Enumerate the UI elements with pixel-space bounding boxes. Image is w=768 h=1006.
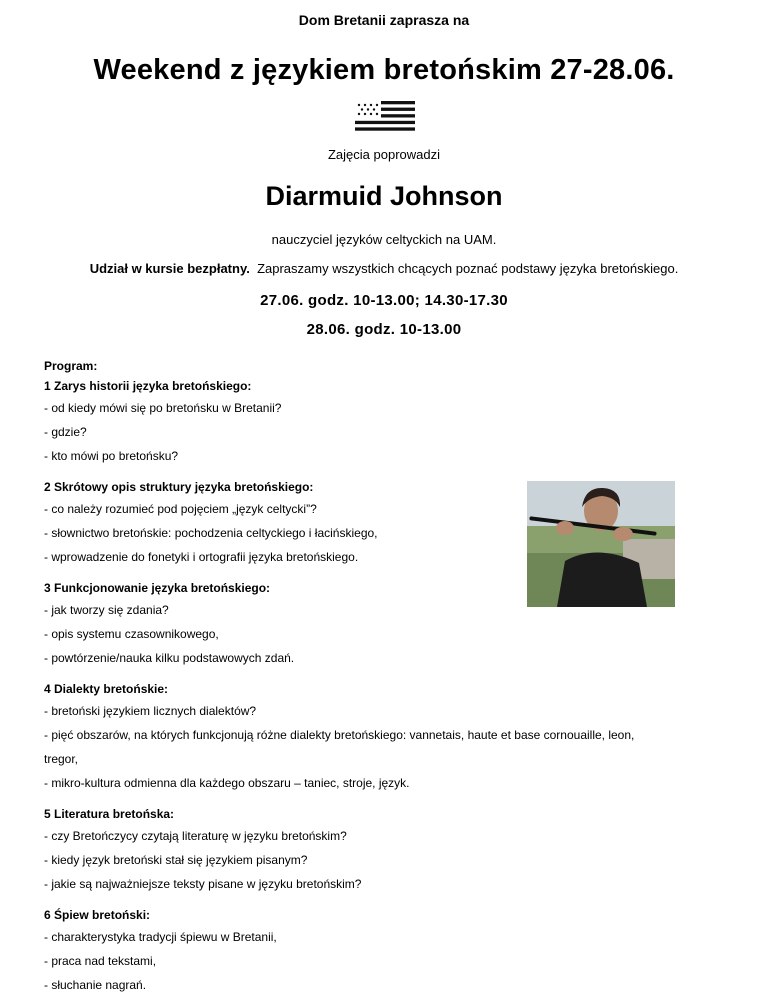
program-title: Program: bbox=[44, 359, 98, 373]
program-item: tregor, bbox=[44, 752, 79, 766]
program-item: - jak tworzy się zdania? bbox=[44, 603, 169, 617]
section-heading: 3 Funkcjonowanie języka bretońskiego: bbox=[44, 581, 271, 595]
program-section bbox=[44, 804, 724, 896]
program-item: - od kiedy mówi się po bretońsku w Bretanii? bbox=[44, 401, 282, 415]
teacher-role: nauczyciel języków celtyckich na UAM. bbox=[271, 232, 497, 247]
section-heading: 6 Śpiew bretoński: bbox=[44, 908, 151, 922]
program bbox=[44, 356, 724, 1006]
program-item: - bretoński językiem licznych dialektów? bbox=[44, 704, 257, 718]
free-course-bold: Udział w kursie bezpłatny. bbox=[89, 261, 250, 276]
program-item: - kiedy język bretoński stał się językiem pisanym? bbox=[44, 853, 308, 867]
program-item: - słuchanie nagrań. bbox=[44, 978, 147, 992]
intro-text: Dom Bretanii zaprasza na bbox=[298, 12, 470, 28]
program-item: - czy Bretończycy czytają literaturę w języku bretońskim? bbox=[44, 829, 347, 843]
program-item: - jakie są najważniejsze teksty pisane w języku bretońskim? bbox=[44, 877, 362, 891]
schedule-day-2: 28.06. godz. 10-13.00 bbox=[306, 321, 462, 338]
teacher-name: Diarmuid Johnson bbox=[265, 181, 503, 211]
flute-player-photo bbox=[527, 481, 675, 607]
program-item: - słownictwo bretońskie: pochodzenia celtyckiego i łacińskiego, bbox=[44, 526, 378, 540]
program-item: - co należy rozumieć pod pojęciem „język celtycki”? bbox=[44, 502, 317, 516]
program-section bbox=[44, 905, 724, 997]
breton-flag-icon bbox=[355, 101, 415, 131]
program-item: - powtórzenie/nauka kilku podstawowych zdań. bbox=[44, 651, 295, 665]
section-heading: 1 Zarys historii języka bretońskiego: bbox=[44, 379, 252, 393]
program-item: - charakterystyka tradycji śpiewu w Bretanii, bbox=[44, 930, 277, 944]
photo-illustration bbox=[527, 481, 675, 607]
section-heading: 2 Skrótowy opis struktury języka bretońskiego: bbox=[44, 480, 314, 494]
program-item: - gdzie? bbox=[44, 425, 87, 439]
program-item: - praca nad tekstami, bbox=[44, 954, 157, 968]
program-section bbox=[44, 679, 724, 795]
program-item: - pięć obszarów, na których funkcjonują różne dialekty bretońskiego: vannetais, haute et base cornouaille, leon, bbox=[44, 728, 635, 742]
free-course-line bbox=[0, 261, 768, 276]
program-item: - mikro-kultura odmienna dla każdego obszaru – taniec, stroje, język. bbox=[44, 776, 410, 790]
program-item: - opis systemu czasownikowego, bbox=[44, 627, 219, 641]
section-heading: 5 Literatura bretońska: bbox=[44, 807, 175, 821]
page-title: Weekend z językiem bretońskim 27-28.06. bbox=[93, 54, 675, 86]
program-item: - wprowadzenie do fonetyki i ortografii języka bretońskiego. bbox=[44, 550, 359, 564]
lead-text: Zajęcia poprowadzi bbox=[327, 147, 440, 162]
invitation-text: Zapraszamy wszystkich chcących poznać podstawy języka bretońskiego. bbox=[257, 261, 679, 276]
program-item: - kto mówi po bretońsku? bbox=[44, 449, 179, 463]
section-heading: 4 Dialekty bretońskie: bbox=[44, 682, 169, 696]
schedule-day-1: 27.06. godz. 10-13.00; 14.30-17.30 bbox=[260, 292, 508, 309]
program-section bbox=[44, 376, 724, 468]
